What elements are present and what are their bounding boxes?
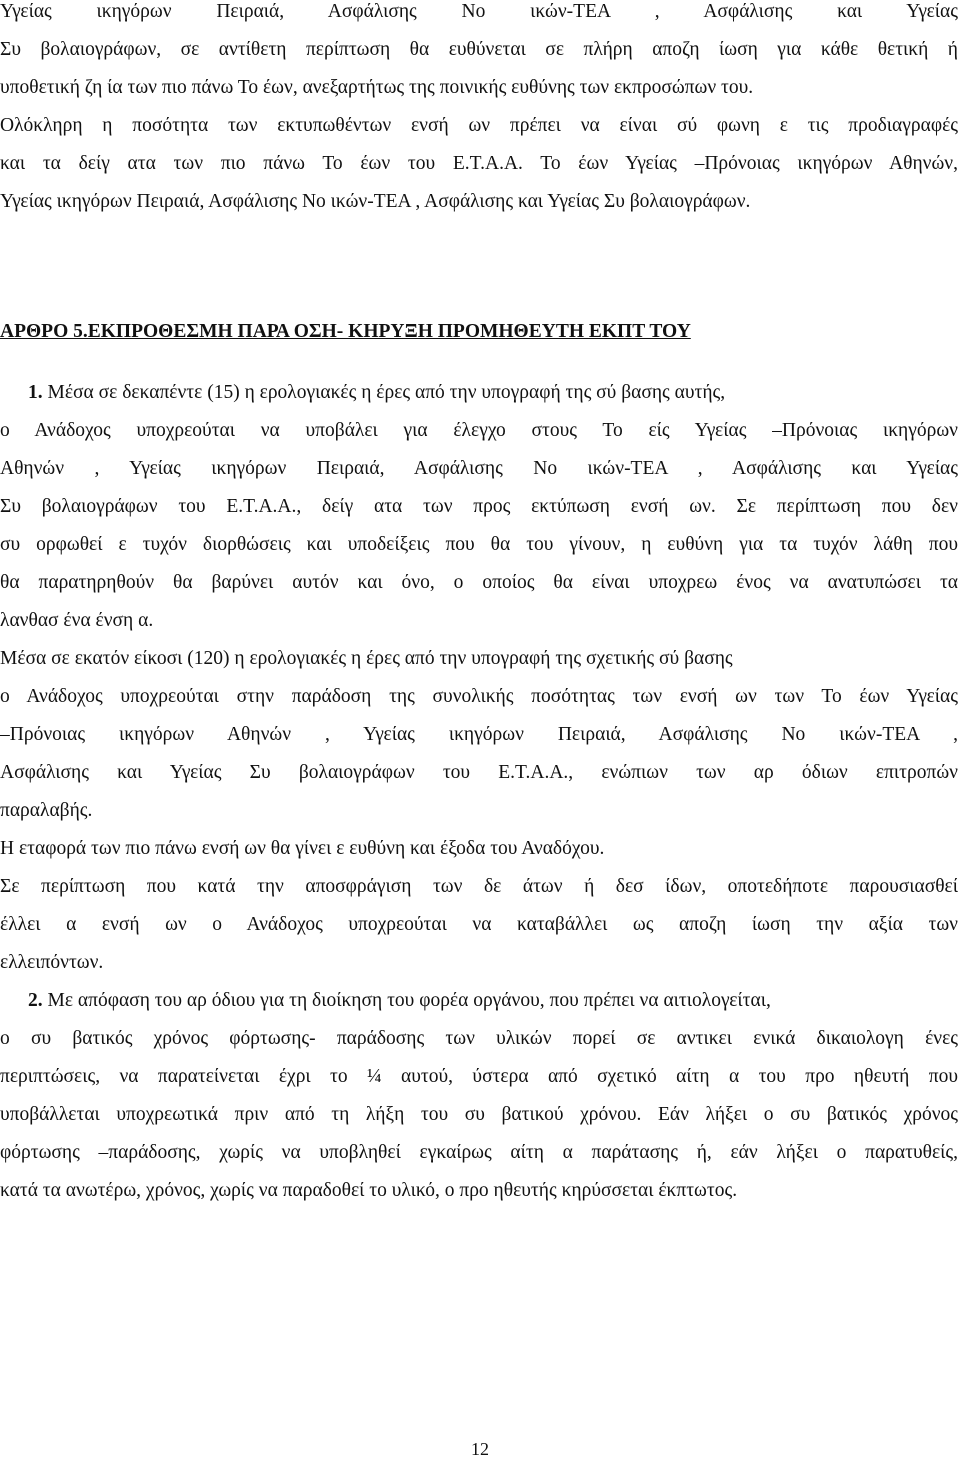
page-number: 12 — [471, 1439, 489, 1459]
text-line: Η εταφορά των πιο πάνω ενσή ων θα γίνει ε ευθύνη και έξοδα του Αναδόχου. — [0, 838, 605, 859]
item-2-first-line — [28, 989, 771, 1013]
text-line: ο συ βατικός χρόνος φόρτωσης- παράδοσης των υλικών πορεί σε αντικει ενικά δικαιολογη ένες — [0, 1028, 958, 1049]
text-line: έλλει α ενσή ων ο Ανάδοχος υποχρεούται να καταβάλλει ως αποζη ίωση την αξία των — [0, 914, 958, 935]
article-heading: ΑΡΘΡΟ 5.ΕΚΠΡΟΘΕΣΜΗ ΠΑΡΑ ΟΣΗ- ΚΗΡΥΞΗ ΠΡΟΜΗΘΕΥΤΗ ΕΚΠΤ ΤΟΥ — [0, 321, 691, 342]
text-line: λανθασ ένα ένση α. — [0, 610, 154, 631]
text-line: Υγείας ικηγόρων Πειραιά, Ασφάλισης Νο ικών-ΤΕΑ , Ασφάλισης και Υγείας — [0, 1, 958, 22]
text-line: Ασφάλισης και Υγείας Συ βολαιογράφων του Ε.Τ.Α.Α., ενώπιων των αρ όδιων επιτροπών — [0, 762, 958, 783]
text-line: –Πρόνοιας ικηγόρων Αθηνών , Υγείας ικηγόρων Πειραιά, Ασφάλισης Νο ικών-ΤΕΑ , — [0, 724, 958, 745]
text-line: θα παρατηρηθούν θα βαρύνει αυτόν και όνο, ο οποίος θα είναι υποχρεω ένος να ανατυπώσει τα — [0, 572, 958, 593]
text-line: φόρτωσης –παράδοσης, χωρίς να υποβληθεί εγκαίρως αίτη α παράτασης ή, εάν λήξει ο παρατυθείς, — [0, 1142, 958, 1163]
text-line: και τα δείγ ατα των πιο πάνω Το έων του Ε.Τ.Α.Α. Το έων Υγείας –Πρόνοιας ικηγόρων Αθηνών, — [0, 153, 958, 174]
text-line: ο Ανάδοχος υποχρεούται στην παράδοση της συνολικής ποσότητας των ενσή ων των Το έων Υγείας — [0, 686, 958, 707]
text-line: κατά τα ανωτέρω, χρόνος, χωρίς να παραδοθεί το υλικό, ο προ ηθευτής κηρύσσεται έκπτωτος. — [0, 1180, 738, 1201]
text-span: Με απόφαση του αρ όδιου για τη διοίκηση του φορέα οργάνου, που πρέπει να αιτιολογείται, — [47, 990, 771, 1011]
text-line: ο Ανάδοχος υποχρεούται να υποβάλει για έλεγχο στους Το είς Υγείας –Πρόνοιας ικηγόρων — [0, 420, 958, 441]
text-line: Συ βολαιογράφων, σε αντίθετη περίπτωση θα ευθύνεται σε πλήρη αποζη ίωση για κάθε θετική ή — [0, 39, 958, 60]
text-line: Ολόκληρη η ποσότητα των εκτυπωθέντων ενσή ων πρέπει να είναι σύ φωνη ε τις προδιαγραφές — [0, 115, 958, 136]
text-line: περιπτώσεις, να παρατείνεται έχρι το ¼ αυτού, ύστερα από σχετικό αίτη α του προ ηθευτή που — [0, 1066, 958, 1087]
item-number: 2. — [28, 990, 43, 1011]
text-line: ελλειπόντων. — [0, 952, 104, 973]
text-line: υποβάλλεται υποχρεωτικά πριν από τη λήξη του συ βατικού χρόνου. Εάν λήξει ο συ βατικός χρόνος — [0, 1104, 958, 1125]
item-1-first-line — [28, 381, 725, 405]
text-line: Υγείας ικηγόρων Πειραιά, Ασφάλισης Νο ικών-ΤΕΑ , Ασφάλισης και Υγείας Συ βολαιογράφων. — [0, 191, 751, 212]
text-line: Μέσα σε εκατόν είκοσι (120) η ερολογιακές η έρες από την υπογραφή της σχετικής σύ βασης — [0, 648, 733, 669]
text-line: παραλαβής. — [0, 800, 93, 821]
text-line: Αθηνών , Υγείας ικηγόρων Πειραιά, Ασφάλισης Νο ικών-ΤΕΑ , Ασφάλισης και Υγείας — [0, 458, 958, 479]
item-number: 1. — [28, 382, 43, 403]
text-line: Σε περίπτωση που κατά την αποσφράγιση των δε άτων ή δεσ ίδων, οποτεδήποτε παρουσιασθεί — [0, 876, 958, 897]
text-line: συ ορφωθεί ε τυχόν διορθώσεις και υποδείξεις που θα του γίνουν, η ευθύνη για τα τυχόν λάθη που — [0, 534, 958, 555]
text-span: Μέσα σε δεκαπέντε (15) η ερολογιακές η έρες από την υπογραφή της σύ βασης αυτής, — [47, 382, 726, 403]
text-line: υποθετική ζη ία των πιο πάνω Το έων, ανεξαρτήτως της ποινικής ευθύνης των εκπροσώπων του. — [0, 77, 754, 98]
text-line: Συ βολαιογράφων του Ε.Τ.Α.Α., δείγ ατα των προς εκτύπωση ενσή ων. Σε περίπτωση που δεν — [0, 496, 958, 517]
